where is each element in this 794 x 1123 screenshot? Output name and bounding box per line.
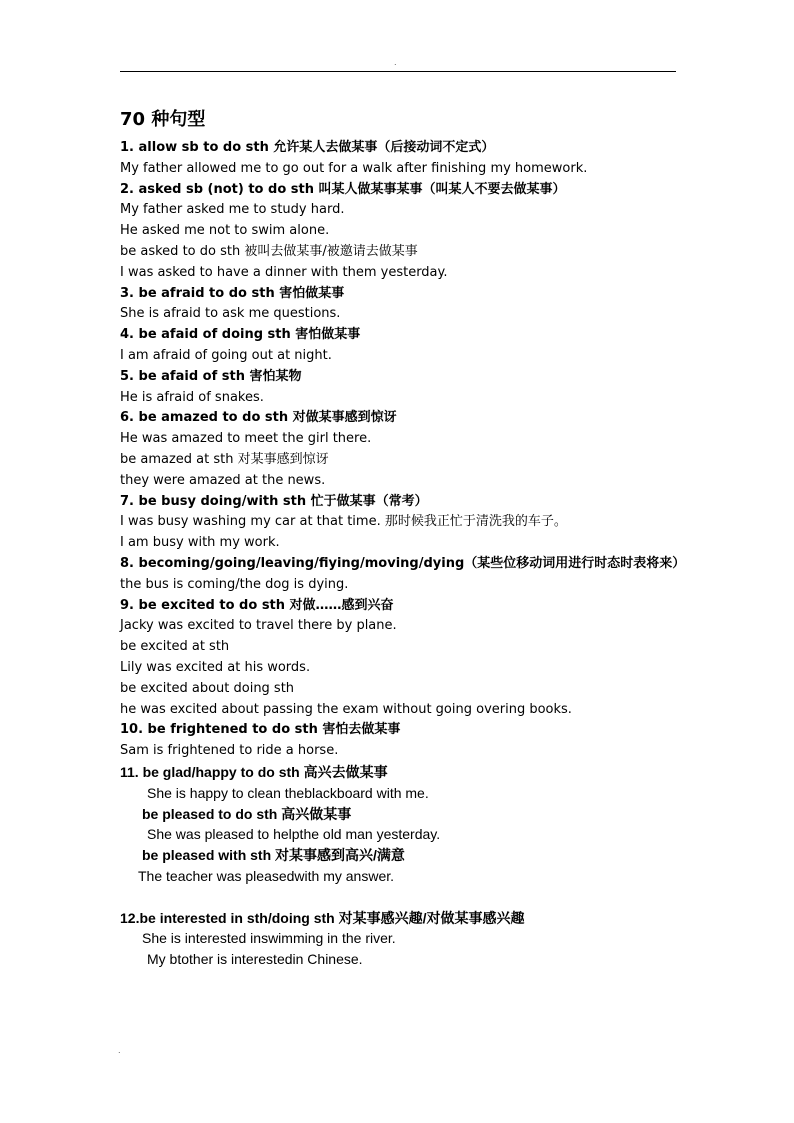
example-sentence: She is afraid to ask me questions. xyxy=(120,306,341,322)
example-sentence: The teacher was pleasedwith my answer. xyxy=(138,867,395,884)
example-sentence: She is happy to clean theblackboard with me. xyxy=(147,784,429,801)
example-sentence: Lily was excited at his words. xyxy=(120,659,311,675)
footer-dot: . xyxy=(118,1046,121,1055)
example-sentence: I was asked to have a dinner with them yesterday. xyxy=(120,264,448,280)
example-sentence: I am busy with my work. xyxy=(120,535,280,551)
example-sentence: My father asked me to study hard. xyxy=(120,202,345,218)
example-sentence: My btother is interestedin Chinese. xyxy=(147,951,363,968)
pattern-heading: 3. be afraid to do sth 害怕做某事 xyxy=(120,285,345,301)
pattern-heading: 4. be afaid of doing sth 害怕做某事 xyxy=(120,327,361,343)
page-title: 70 种句型 xyxy=(120,109,206,130)
header-dot: . xyxy=(394,58,397,67)
example-sentence: Jacky was excited to travel there by plane. xyxy=(120,618,397,634)
pattern-variant: be excited at sth xyxy=(120,639,230,655)
example-sentence: they were amazed at the news. xyxy=(120,472,326,488)
example-sentence: My father allowed me to go out for a walk after finishing my homework. xyxy=(120,160,588,176)
example-sentence: I was busy washing my car at that time. 那时候我正忙于清洗我的车子。 xyxy=(120,514,567,530)
pattern-variant: be excited about doing sth xyxy=(120,680,295,696)
pattern-heading: 5. be afaid of sth 害怕某物 xyxy=(120,368,302,384)
pattern-heading: 11. be glad/happy to do sth 高兴去做某事 xyxy=(120,763,388,780)
pattern-variant: be asked to do sth 被叫去做某事/被邀请去做某事 xyxy=(120,243,418,259)
example-sentence: He is afraid of snakes. xyxy=(120,389,264,405)
example-sentence: She is interested inswimming in the river. xyxy=(142,930,396,947)
pattern-heading: 10. be frightened to do sth 害怕去做某事 xyxy=(120,722,401,738)
pattern-variant: be amazed at sth 对某事感到惊讶 xyxy=(120,451,329,467)
pattern-variant: be pleased with sth 对某事感到高兴/满意 xyxy=(142,847,405,864)
pattern-heading: 1. allow sb to do sth 允许某人去做某事（后接动词不定式） xyxy=(120,140,495,155)
blank-line xyxy=(120,887,680,908)
example-sentence: I am afraid of going out at night. xyxy=(120,347,332,363)
pattern-variant: be pleased to do sth 高兴做某事 xyxy=(142,805,352,822)
pattern-heading: 7. be busy doing/with sth 忙于做某事（常考） xyxy=(120,493,428,509)
example-sentence: He was amazed to meet the girl there. xyxy=(120,431,372,447)
example-sentence: Sam is frightened to ride a horse. xyxy=(120,743,339,759)
pattern-heading: 9. be excited to do sth 对做……感到兴奋 xyxy=(120,597,394,613)
example-sentence: he was excited about passing the exam without going overing books. xyxy=(120,701,572,717)
pattern-heading: 2. asked sb (not) to do sth 叫某人做某事某事（叫某人不要去做某事） xyxy=(120,181,566,197)
example-sentence: the bus is coming/the dog is dying. xyxy=(120,576,349,592)
header-rule xyxy=(120,71,676,72)
example-sentence: She was pleased to helpthe old man yesterday. xyxy=(147,826,441,843)
pattern-heading: 8. becoming/going/leaving/fiying/moving/dying（某些位移动词用进行时态时表将来） xyxy=(120,555,686,571)
pattern-heading: 6. be amazed to do sth 对做某事感到惊讶 xyxy=(120,410,397,426)
sentence-pattern-list xyxy=(120,138,686,970)
pattern-heading: 12.be interested in sth/doing sth 对某事感兴趣/对做某事感兴趣 xyxy=(120,909,525,926)
example-sentence: He asked me not to swim alone. xyxy=(120,223,330,239)
